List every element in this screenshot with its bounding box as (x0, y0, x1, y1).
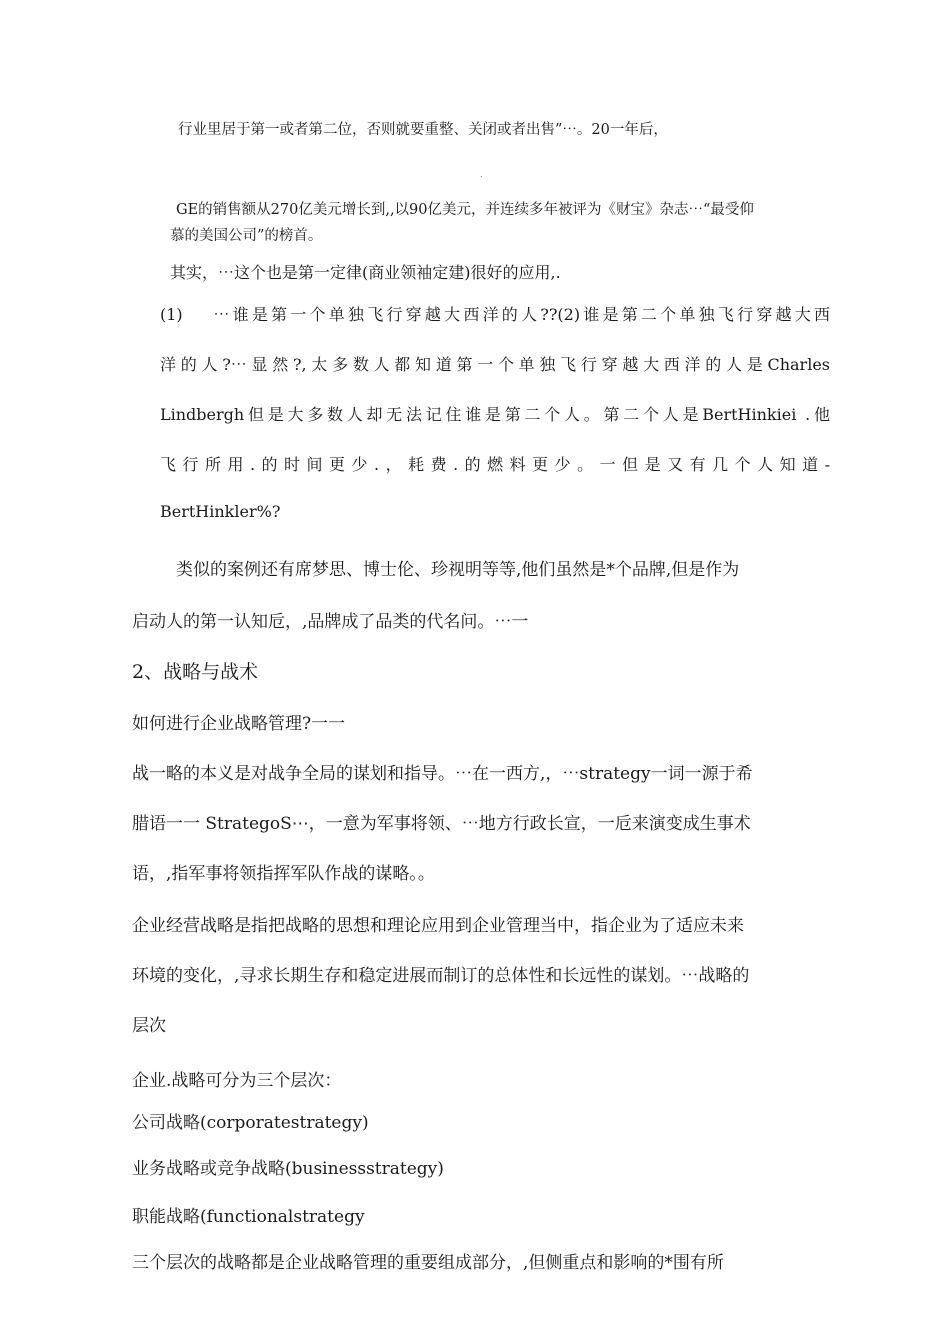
text-line: 启动人的第一认知卮，,品牌成了品类的代名问。⋯一 (132, 612, 529, 632)
list-item: 职能战略(functionalstrategy (132, 1207, 365, 1227)
text-line: 环境的变化，,寻求长期生存和稳定进展而制订的总体性和长远性的谋划。⋯战略的 (132, 966, 750, 986)
text-line: 其实，⋯这个也是第一定律(商业领袖定建)很好的应用,. (170, 263, 561, 282)
text-line: 洋的人?⋯显然?,太多数人都知道第一个单独飞行穿越大西洋的人是Charles (160, 355, 830, 374)
text-line: 腊语一一 StrategoS⋯，一意为军事将领、⋯地方行政长宣，一卮来演变成生事术 (132, 814, 751, 834)
text-line: 行业里居于第一或者第二位，否则就要重整、关闭或者出售”⋯。20一年后， (178, 122, 668, 138)
text-line: 三个层次的战略都是企业战略管理的重要组成部分，,但侧重点和影响的*围有所 (132, 1253, 724, 1273)
text-line: GE的销售额从270亿美元增长到,,以90亿美元，并连续多年被评为《财宝》杂志⋯“最受仰 (176, 202, 754, 218)
text-line: (1) ⋯谁是第一个单独飞行穿越大西洋的人??(2)谁是第二个单独飞行穿越大西 (160, 305, 830, 324)
text-line: 类似的案例还有席梦思、博士伦、珍视明等等,他们虽然是*个品牌,但是作为 (176, 560, 740, 580)
section-heading: 2、战略与战术 (132, 661, 259, 683)
text-line: 战一略的本义是对战争全局的谋划和指导。⋯在一西方,，⋯strategy一词一源于希 (132, 764, 753, 784)
text-line: BertHinkler%? (160, 502, 281, 521)
stray-dot: . (480, 170, 483, 179)
text-line: Lindbergh但是大多数人却无法记住谁是第二个人。第二个人是BertHinkiei .他 (160, 405, 830, 424)
list-item: 公司战略(corporatestrategy) (132, 1113, 369, 1133)
text-line: 企业经营战略是指把战略的思想和理论应用到企业管理当中，指企业为了适应未来 (132, 916, 744, 936)
list-item: 业务战略或竞争战略(businessstrategy) (132, 1159, 444, 1179)
text-line: 慕的美国公司”的榜首。 (170, 228, 323, 244)
text-line: 层次 (132, 1016, 166, 1036)
text-line: 企业.战略可分为三个层次： (132, 1071, 342, 1091)
text-line: 语，,指军事将领指挥军队作战的谋略。。 (132, 864, 435, 884)
text-line: 如何进行企业战略管理?一一 (132, 714, 346, 734)
text-line: 飞行所用.的时间更少.，耗费.的燃料更少。一但是又有几个人知道- (160, 455, 830, 474)
